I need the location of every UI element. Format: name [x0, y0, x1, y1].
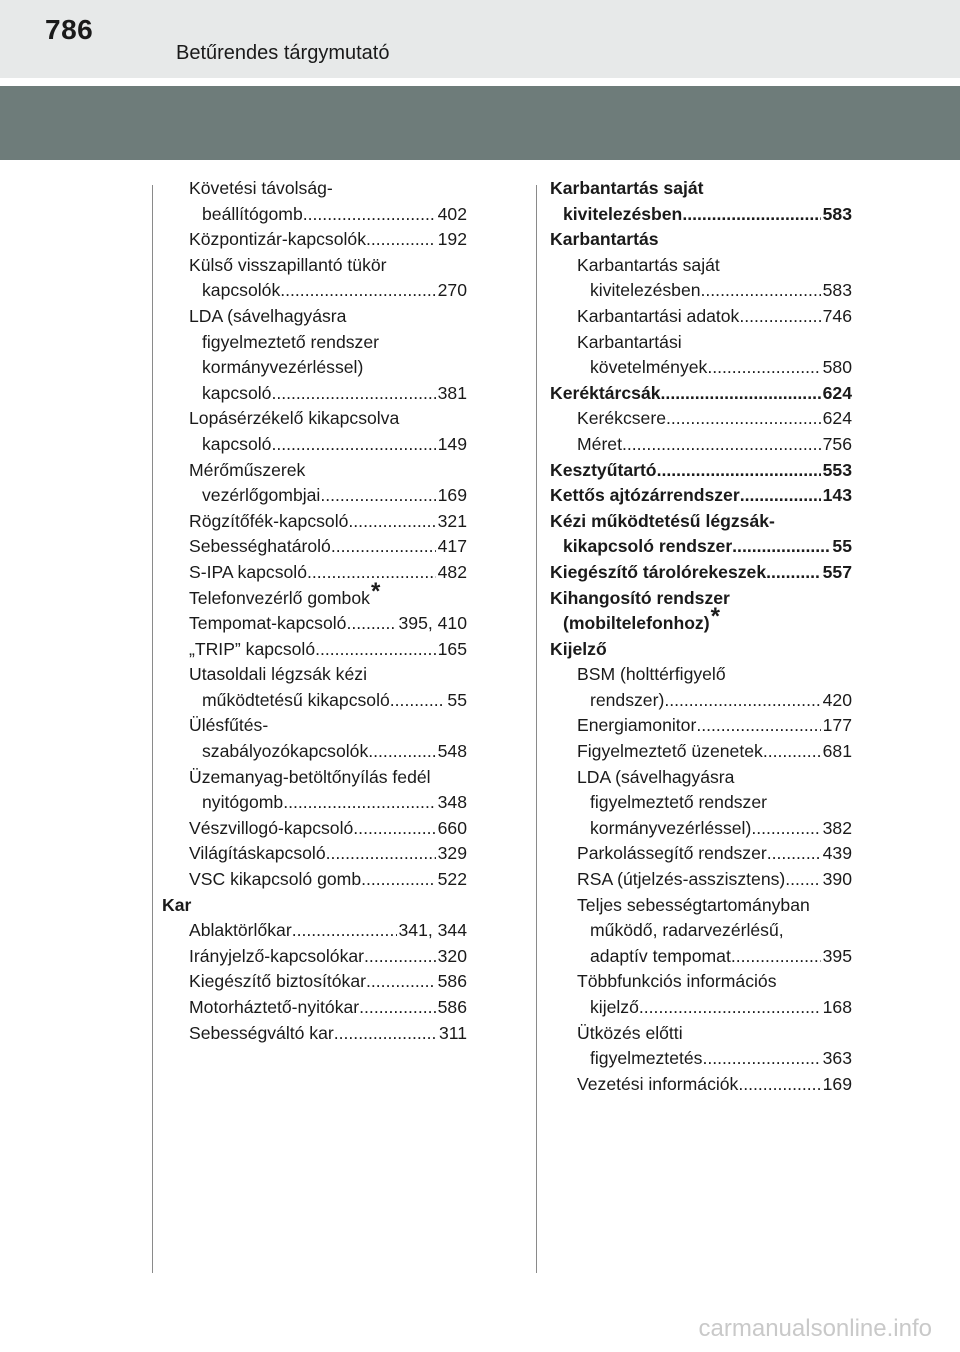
page-ref: 553 [821, 458, 852, 484]
page-ref: 681 [821, 739, 852, 765]
entry-text: Figyelmeztető üzenetek [577, 741, 763, 762]
page-ref: 580 [821, 355, 852, 381]
entry-text: Karbantartás [550, 229, 659, 250]
dot-leader [346, 611, 396, 637]
page-ref: 177 [821, 713, 852, 739]
index-entry [550, 867, 852, 893]
entry-text: Sebességhatároló [189, 536, 331, 557]
entry-text: Keréktárcsák [550, 382, 661, 403]
dot-leader [785, 867, 820, 893]
index-entry [550, 458, 852, 484]
entry-text: Kar [162, 894, 192, 915]
page-ref: 417 [436, 534, 467, 560]
index-entry [550, 816, 852, 842]
page-ref: 624 [821, 406, 852, 432]
dot-leader [739, 304, 820, 330]
index-entry [550, 918, 852, 944]
index-entry [162, 765, 467, 791]
index-entry [550, 688, 852, 714]
page-ref: 522 [436, 867, 467, 893]
dot-leader [280, 278, 435, 304]
entry-text: Parkolássegítő rendszer [577, 843, 767, 864]
index-entry [550, 586, 852, 612]
index-entry [162, 637, 467, 663]
entry-text: működő, radarvezérlésű, [590, 920, 784, 941]
entry-text: vezérlőgombjai [202, 485, 321, 506]
dot-leader [326, 841, 436, 867]
dot-leader [292, 918, 397, 944]
entry-text: Lopásérzékelő kikapcsolva [189, 408, 400, 429]
dot-leader [361, 867, 436, 893]
entry-text: Karbantartási adatok [577, 305, 740, 326]
entry-text: figyelmeztető rendszer [590, 792, 767, 813]
page-ref: 348 [436, 790, 467, 816]
page-ref: 586 [436, 995, 467, 1021]
page-ref: 439 [821, 841, 852, 867]
page-ref: 624 [821, 381, 852, 407]
index-entry [162, 790, 467, 816]
dot-leader [639, 995, 821, 1021]
entry-text: Tempomat-kapcsoló [189, 613, 347, 634]
page-ref: 586 [436, 969, 467, 995]
page-ref: 270 [436, 278, 467, 304]
dot-leader [331, 534, 436, 560]
index-entry [550, 739, 852, 765]
index-entry [550, 841, 852, 867]
index-entry [550, 1072, 852, 1098]
page-ref: 402 [436, 202, 467, 228]
page-ref: 382 [821, 816, 852, 842]
dot-leader [622, 432, 821, 458]
entry-text: Mérőműszerek [189, 459, 306, 480]
entry-text: Kettős ajtózárrendszer [550, 485, 740, 506]
entry-text: Méret [577, 433, 622, 454]
entry-text: Kiegészítő tárolórekeszek [550, 561, 767, 582]
index-entry [162, 509, 467, 535]
entry-text: „TRIP” kapcsoló [189, 638, 316, 659]
page-ref: 583 [821, 202, 852, 228]
entry-text: Kihangosító rendszer [550, 587, 730, 608]
page-ref: 660 [436, 816, 467, 842]
entry-text: Ütközés előtti [577, 1022, 683, 1043]
page-ref: 390 [821, 867, 852, 893]
index-entry [162, 662, 467, 688]
entry-text: Irányjelző-kapcsolókar [189, 945, 365, 966]
index-entry [162, 688, 467, 714]
page-ref: 557 [821, 560, 852, 586]
index-column-right [550, 176, 852, 1097]
entry-text: rendszer) [590, 689, 665, 710]
index-entry [550, 713, 852, 739]
dot-leader [766, 560, 821, 586]
entry-text: Vészvillogó-kapcsoló [189, 817, 354, 838]
page-ref: 169 [436, 483, 467, 509]
dot-leader [348, 509, 435, 535]
entry-text: kikapcsoló rendszer [563, 536, 733, 557]
page-ref: 756 [821, 432, 852, 458]
entry-text: figyelmeztető rendszer [202, 331, 379, 352]
index-entry [550, 406, 852, 432]
page-title: Betűrendes tárgymutató [176, 42, 390, 64]
header-bar [0, 0, 960, 78]
entry-text: Többfunkciós információs [577, 971, 777, 992]
page-ref: 420 [821, 688, 852, 714]
index-entry [162, 867, 467, 893]
index-entry [162, 816, 467, 842]
index-entry [162, 918, 467, 944]
dot-leader [353, 816, 435, 842]
index-entry [162, 1021, 467, 1047]
index-entry [550, 355, 852, 381]
index-entry [162, 944, 467, 970]
entry-text: Motorháztető-nyitókar [189, 997, 360, 1017]
index-entry [162, 278, 467, 304]
entry-text: Karbantartás saját [550, 178, 704, 198]
index-entry [550, 509, 852, 535]
entry-text: kivitelezésben [563, 203, 683, 224]
entry-text: Rögzítőfék-kapcsoló [189, 510, 349, 531]
header-band [0, 86, 960, 160]
dot-leader [732, 534, 830, 560]
dot-leader [303, 202, 436, 228]
dot-leader [763, 739, 821, 765]
footnote-asterisk: * [710, 603, 720, 631]
dot-leader [767, 841, 821, 867]
footnote-asterisk: * [370, 577, 381, 605]
entry-text: Követési távolság- [189, 178, 333, 198]
index-entry [550, 278, 852, 304]
index-entry [550, 1021, 852, 1047]
page-ref: 395 [821, 944, 852, 970]
entry-text: Kijelző [550, 638, 607, 659]
entry-text: Ablaktörlőkar [189, 920, 292, 941]
index-entry [550, 483, 852, 509]
dot-leader [334, 1021, 437, 1047]
index-entry [162, 176, 467, 202]
index-entry [162, 841, 467, 867]
page-ref: 363 [821, 1046, 852, 1072]
entry-text: kijelző [590, 997, 639, 1017]
entry-text: kapcsoló [202, 382, 272, 403]
entry-text: kormányvezérléssel) [202, 357, 364, 378]
dot-leader [696, 713, 820, 739]
index-entry [162, 381, 467, 407]
index-entry [550, 176, 852, 202]
index-entry [162, 227, 467, 253]
index-entry [550, 381, 852, 407]
entry-text: Energiamonitor [577, 715, 697, 736]
index-entry [550, 534, 852, 560]
dot-leader [366, 969, 436, 995]
index-entry [162, 355, 467, 381]
index-entry [550, 202, 852, 228]
index-entry [550, 995, 852, 1021]
entry-text: működtetésű kikapcsoló [202, 689, 390, 710]
dot-leader [738, 1072, 820, 1098]
entry-text: Ülésfűtés- [189, 715, 269, 736]
entry-text: követelmények [590, 357, 708, 378]
entry-text: VSC kikapcsoló gomb [189, 869, 362, 890]
entry-text: Karbantartás saját [577, 254, 720, 275]
index-entry [162, 969, 467, 995]
dot-leader [390, 688, 446, 714]
dot-leader [740, 483, 821, 509]
entry-text: Kesztyűtartó [550, 459, 657, 480]
index-entry [162, 577, 467, 612]
dot-leader [368, 739, 435, 765]
page-ref: 482 [436, 560, 467, 586]
entry-text: BSM (holttérfigyelő [577, 664, 726, 685]
entry-text: LDA (sávelhagyásra [577, 766, 735, 787]
page-ref: 321 [436, 509, 467, 535]
index-entry [162, 560, 467, 586]
index-entry [550, 330, 852, 356]
dot-leader [707, 355, 820, 381]
entry-text: Központizár-kapcsolók [189, 229, 367, 250]
page-ref: 55 [445, 688, 467, 714]
entry-text: (mobiltelefonhoz) [563, 613, 710, 634]
entry-text: adaptív tempomat [590, 945, 731, 966]
index-entry [162, 713, 467, 739]
dot-leader [359, 995, 435, 1021]
entry-text: Utasoldali légzsák kézi [189, 664, 367, 685]
entry-text: nyitógomb [202, 792, 284, 813]
index-entry [162, 611, 467, 637]
index-entry [162, 739, 467, 765]
index-entry [550, 893, 852, 919]
index-entry [550, 304, 852, 330]
index-entry [550, 560, 852, 586]
page-ref: 169 [821, 1072, 852, 1098]
dot-leader [731, 944, 821, 970]
index-column-left [162, 176, 467, 1046]
page-ref: 548 [436, 739, 467, 765]
entry-text: Sebességváltó kar [189, 1022, 334, 1043]
dot-leader [664, 688, 820, 714]
index-entry [550, 969, 852, 995]
dot-leader [315, 637, 436, 663]
index-entry [162, 458, 467, 484]
dot-leader [701, 278, 821, 304]
dot-leader [320, 483, 435, 509]
page-ref: 329 [436, 841, 467, 867]
index-entry [550, 765, 852, 791]
index-entry [162, 253, 467, 279]
page-ref: 143 [821, 483, 852, 509]
index-entry [550, 662, 852, 688]
page-ref: 320 [436, 944, 467, 970]
dot-leader [661, 381, 821, 407]
entry-text: Külső visszapillantó tükör [189, 254, 387, 275]
entry-text: Vezetési információk [577, 1073, 739, 1094]
page-ref: 311 [437, 1021, 467, 1047]
page-ref: 395, 410 [397, 611, 468, 637]
center-divider [536, 185, 537, 1273]
entry-text: Kiegészítő biztosítókar [189, 971, 367, 992]
dot-leader [366, 227, 436, 253]
index-entry [550, 432, 852, 458]
dot-leader [657, 458, 821, 484]
page-ref: 583 [821, 278, 852, 304]
index-entry [162, 406, 467, 432]
entry-text: Világításkapcsoló [189, 843, 326, 864]
index-entry [162, 995, 467, 1021]
entry-text: kapcsoló [202, 433, 272, 454]
index-entry [162, 893, 467, 919]
dot-leader [283, 790, 435, 816]
index-entry [550, 637, 852, 663]
entry-text: Teljes sebességtartományban [577, 894, 810, 915]
entry-text: szabályozókapcsolók [202, 741, 369, 762]
index-entry [550, 944, 852, 970]
page-ref: 381 [436, 381, 467, 407]
index-entry [550, 1046, 852, 1072]
dot-leader [271, 432, 435, 458]
index-entry [162, 202, 467, 228]
page-number: 786 [45, 14, 94, 45]
dot-leader [364, 944, 436, 970]
entry-text: S-IPA kapcsoló [189, 561, 308, 582]
dot-leader [682, 202, 820, 228]
index-entry [162, 330, 467, 356]
index-entry [162, 432, 467, 458]
entry-text: Üzemanyag-betöltőnyílás fedél [189, 766, 431, 787]
entry-text: Kerékcsere [577, 408, 666, 429]
page-ref: 168 [821, 995, 852, 1021]
index-entry [550, 603, 852, 637]
dot-leader [666, 406, 821, 432]
entry-text: kapcsolók [202, 280, 281, 301]
page-ref: 55 [830, 534, 852, 560]
page-ref: 165 [436, 637, 467, 663]
dot-leader [271, 381, 435, 407]
entry-text: kivitelezésben [590, 280, 701, 301]
dot-leader [751, 816, 820, 842]
index-entry [550, 253, 852, 279]
entry-text: LDA (sávelhagyásra [189, 305, 347, 326]
page-ref: 341, 344 [397, 918, 468, 944]
entry-text: Kézi működtetésű légzsák- [550, 510, 775, 531]
dot-leader [702, 1046, 820, 1072]
left-divider [152, 185, 153, 1273]
index-entry [550, 790, 852, 816]
entry-text: figyelmeztetés [590, 1048, 703, 1069]
entry-text: RSA (útjelzés-asszisztens) [577, 869, 786, 890]
page-ref: 192 [436, 227, 467, 253]
entry-text: Karbantartási [577, 331, 682, 352]
index-entry [162, 483, 467, 509]
index-entry [162, 534, 467, 560]
entry-text: kormányvezérléssel) [590, 817, 752, 838]
entry-text: beállítógomb [202, 203, 303, 224]
page-ref: 149 [436, 432, 467, 458]
watermark: carmanualsonline.info [698, 1315, 932, 1342]
index-entry [550, 227, 852, 253]
index-entry [162, 304, 467, 330]
entry-text: Telefonvezérlő gombok [189, 587, 370, 608]
page-ref: 746 [821, 304, 852, 330]
